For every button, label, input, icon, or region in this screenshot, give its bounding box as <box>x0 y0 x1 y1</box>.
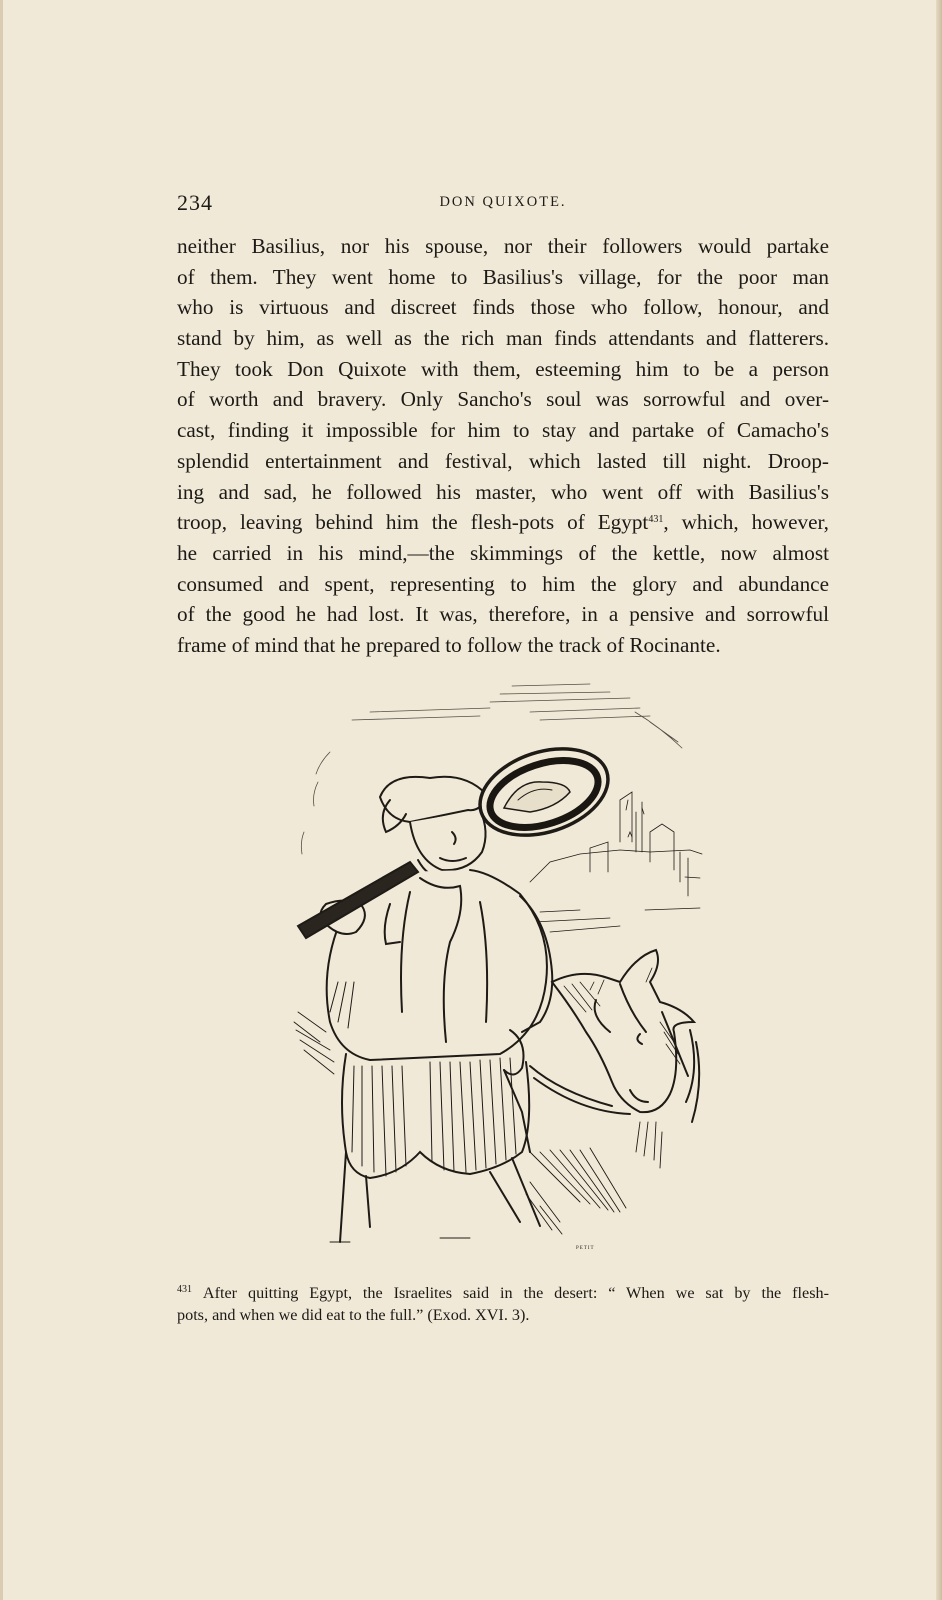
page-right-edge <box>936 0 942 1600</box>
engraver-signature: PETIT <box>576 1246 595 1251</box>
text-line-with-footnote-ref <box>177 507 829 538</box>
text-line: of the good he had lost. It was, therefore, in a pensive and sorrowful <box>177 602 829 627</box>
text-line: who is virtuous and discreet finds those who follow, honour, and <box>177 295 829 320</box>
page-number: 234 <box>177 190 213 215</box>
text-line: of them. They went home to Basilius's village, for the poor man <box>177 264 829 289</box>
footnote <box>177 1283 829 1326</box>
page-header <box>177 190 829 218</box>
body-text <box>177 231 829 661</box>
man-figure <box>320 777 552 1242</box>
text-line: splendid entertainment and festival, which lasted till night. Droop- <box>177 448 829 473</box>
footnote-text-1: After quitting Egypt, the Israelites said in the desert: “ When we sat by the flesh- <box>202 1284 829 1302</box>
footnote-number: 431 <box>177 1284 192 1295</box>
sancho-engraving-illustration <box>290 682 720 1260</box>
text-line: ing and sad, he followed his master, who went off with Basilius's <box>177 479 829 504</box>
page-left-edge <box>0 0 3 1600</box>
footnote-line: pots, and when we did eat to the full.” (Exod. XVI. 3). <box>177 1305 530 1324</box>
text-line: consumed and spent, representing to him the glory and abundance <box>177 571 829 596</box>
text-line: of worth and bravery. Only Sancho's soul was sorrowful and over- <box>177 387 829 412</box>
line-start: troop, leaving behind him the flesh-pots of Egypt <box>177 510 649 535</box>
text-line: frame of mind that he prepared to follow the track of Rocinante. <box>177 632 721 657</box>
text-line: They took Don Quixote with them, esteeming him to be a person <box>177 356 829 381</box>
running-title: DON QUIXOTE. <box>439 194 567 210</box>
text-line: he carried in his mind,—the skimmings of the kettle, now almost <box>177 540 829 565</box>
text-line: neither Basilius, nor his spouse, nor their followers would partake <box>177 234 829 258</box>
sky-sketch <box>301 684 682 854</box>
text-line: stand by him, as well as the rich man finds attendants and flatterers. <box>177 326 829 351</box>
text-line: cast, finding it impossible for him to stay and partake of Camacho's <box>177 418 829 443</box>
footnote-reference[interactable]: 431 <box>648 514 664 526</box>
line-end: , which, however, <box>663 510 829 535</box>
footnote-line <box>177 1283 829 1305</box>
donkey-head <box>530 950 699 1122</box>
